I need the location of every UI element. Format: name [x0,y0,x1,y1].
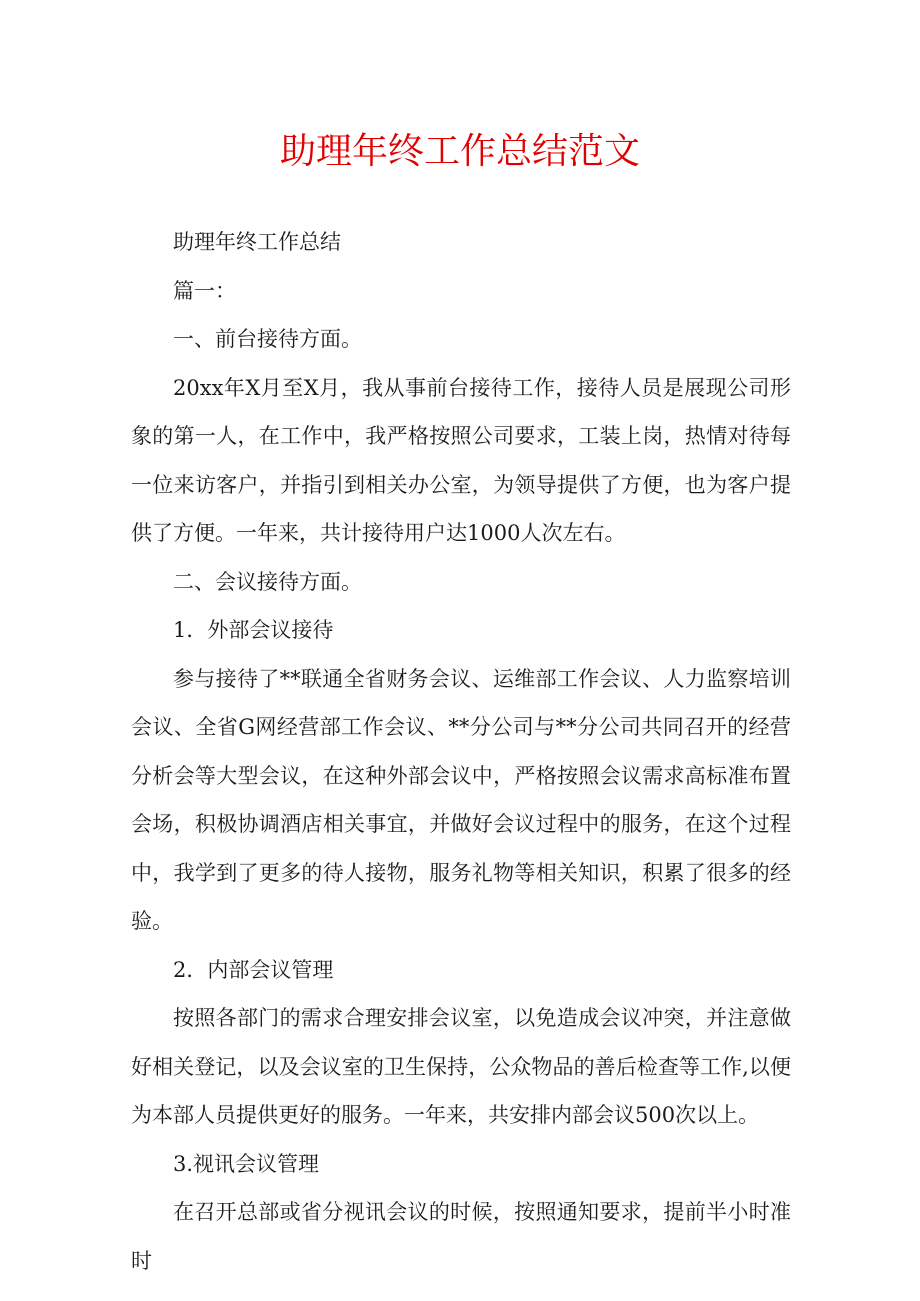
paragraph-external-meetings: 参与接待了**联通全省财务会议、运维部工作会议、人力监察培训会议、全省G网经营部工作会议、**分公司与**分公司共同召开的经营分析会等大型会议，在这种外部会议中，严格按照会议需求高标准布置会场，积极协调酒店相关事宜，并做好会议过程中的服务，在这个过程中，我学到了更多的待人接物，服务礼物等相关知识，积累了很多的经验。 [131,666,791,933]
section-heading-meetings: 二、会议接待方面。 [173,569,362,594]
paragraph-video-meetings: 在召开总部或省分视讯会议的时候，按照通知要求，提前半小时准时 [131,1200,791,1273]
subheading-internal-meetings: 2．内部会议管理 [173,957,334,982]
paragraph-part-one: 篇一： [173,278,236,303]
subheading-video-meetings: 3.视讯会议管理 [173,1151,320,1176]
paragraph-internal-meetings: 按照各部门的需求合理安排会议室，以免造成会议冲突，并注意做好相关登记，以及会议室的卫生保持，公众物品的善后检查等工作,以便为本部人员提供更好的服务。一年来，共安排内部会议500次以上。 [131,1006,791,1127]
document-title: 助理年终工作总结范文 [279,131,640,172]
document-body [131,218,791,1285]
paragraph-reception: 20xx年X月至X月，我从事前台接待工作，接待人员是展现公司形象的第一人，在工作中，我严格按照公司要求，工装上岗，热情对待每一位来访客户，并指引到相关办公室，为领导提供了方便，也为客户提供了方便。一年来，共计接待用户达1000人次左右。 [131,375,791,545]
section-heading-reception: 一、前台接待方面。 [173,327,362,351]
subheading-external-meetings: 1．外部会议接待 [173,618,334,642]
paragraph-subtitle: 助理年终工作总结 [173,230,341,254]
